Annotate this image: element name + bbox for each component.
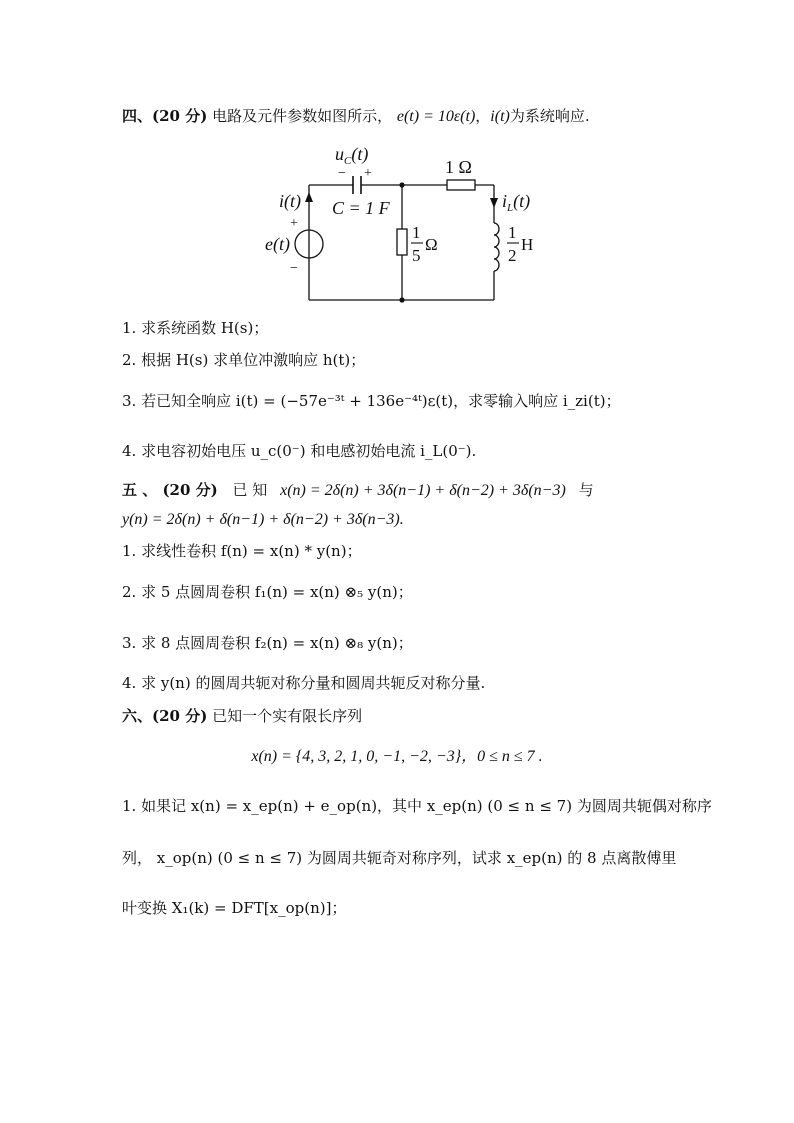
r2-num: 1 — [412, 223, 421, 242]
src-plus: + — [290, 216, 298, 231]
q5-item-4: 4. 求 y(n) 的圆周共轭对称分量和圆周共轭反对称分量. — [122, 674, 486, 692]
node-bottom — [399, 297, 404, 302]
src-minus: − — [290, 261, 298, 276]
q5-y-eq: y(n) = 2δ(n) + δ(n−1) + δ(n−2) + 3δ(n−3). — [122, 511, 404, 528]
q4-source-eq: e(t) = 10ε(t) — [396, 108, 476, 125]
l-unit: H — [521, 235, 534, 254]
q6-intro: 已知一个实有限长序列 — [212, 707, 363, 725]
current-arrow-il — [490, 198, 498, 208]
q6-heading: 六、(20 分) — [122, 707, 208, 725]
q5-heading: 五 、 (20 分) — [122, 481, 218, 499]
q6-item-1-line-1: 1. 如果记 x(n) = x_ep(n) + e_op(n)，其中 x_ep(n) (0 ≤ n ≤ 7) 为圆周共轭偶对称序 — [122, 797, 712, 815]
q4-heading: 四、(20 分) — [122, 107, 208, 125]
q5-intro: 已 知 — [232, 481, 268, 499]
q6-sequence: x(n) = {4, 3, 2, 1, 0, −1, −2, −3}，0 ≤ n ≤ 7 . — [251, 748, 543, 765]
q5-item-2: 2. 求 5 点圆周卷积 f₁(n) = x(n) ⊗₅ y(n)； — [122, 583, 413, 601]
i-label: i(t) — [279, 191, 301, 211]
q4-item-1: 1. 求系统函数 H(s)； — [122, 319, 269, 337]
q4-item-3: 3. 若已知全响应 i(t) = (−57e⁻³ᵗ + 136e⁻⁴ᵗ)ε(t)，求零输入响应 i_zi(t)； — [122, 392, 621, 410]
q6-heading-line — [122, 706, 362, 726]
q4-response-var: i(t) — [490, 108, 510, 125]
q4-sep: ， — [475, 107, 491, 125]
q4-intro: 电路及元件参数如图所示， — [212, 107, 393, 125]
q4-heading-line — [122, 106, 590, 127]
l-num: 1 — [508, 223, 517, 242]
current-arrow-i — [305, 192, 313, 202]
circuit-diagram — [265, 140, 555, 308]
cap-minus: − — [338, 166, 346, 181]
r2-unit: Ω — [425, 235, 438, 254]
q5-heading-line — [122, 480, 594, 501]
q6-item-1-line-2: 列， x_op(n) (0 ≤ n ≤ 7) 为圆周共轭奇对称序列，试求 x_ep(n) 的 8 点离散傅里 — [122, 849, 677, 867]
inductor-symbol — [494, 223, 499, 271]
cap-plus: + — [364, 166, 372, 181]
r1-label: 1 Ω — [445, 157, 472, 177]
q4-response-text: 为系统响应. — [509, 107, 590, 125]
q5-and: 与 — [578, 481, 594, 499]
capacitor-symbol — [353, 176, 361, 194]
il-label: $i_L(t)$ — [502, 191, 531, 214]
src-label: e(t) — [265, 234, 290, 254]
resistor-1ohm — [447, 180, 475, 190]
q6-item-1-line-3: 叶变换 X₁(k) = DFT[x_op(n)]； — [122, 899, 347, 917]
r2-den: 5 — [412, 246, 421, 265]
q5-item-1: 1. 求线性卷积 f(n) = x(n) * y(n)； — [122, 542, 362, 560]
node-top — [399, 182, 404, 187]
q5-x-eq: x(n) = 2δ(n) + 3δ(n−1) + δ(n−2) + 3δ(n−3) — [280, 482, 566, 499]
q4-item-4: 4. 求电容初始电压 u_c(0⁻) 和电感初始电流 i_L(0⁻). — [122, 442, 477, 460]
cap-value: C = 1 F — [332, 198, 390, 218]
l-den: 2 — [508, 246, 517, 265]
q5-item-3: 3. 求 8 点圆周卷积 f₂(n) = x(n) ⊗₈ y(n)； — [122, 634, 413, 652]
q4-item-2: 2. 根据 H(s) 求单位冲激响应 h(t)； — [122, 351, 366, 369]
resistor-fifth-ohm — [397, 229, 407, 255]
uc-label: $u_C(t)$ — [335, 144, 369, 167]
